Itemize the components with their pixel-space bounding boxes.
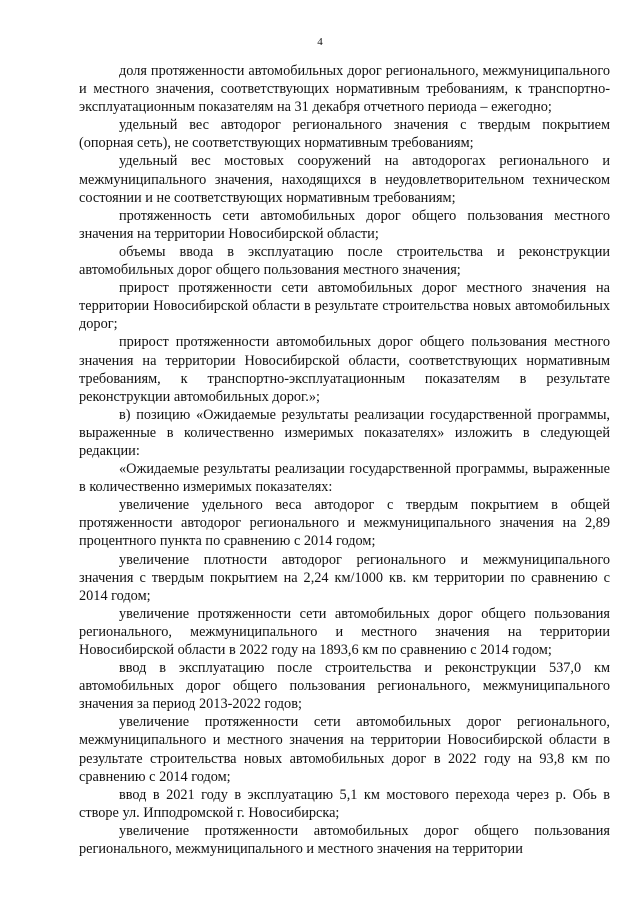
paragraph: удельный вес мостовых сооружений на автодорогах регионального и межмуниципального значения, находящихся в неудовлетворительном техническом состоянии и не соответствующих нормативным требованиям; [79,153,610,206]
paragraph: доля протяженности автомобильных дорог регионального, межмуниципального и местного значения, соответствующих нормативным требованиям, к транспортно-эксплуатационным показателям на 31 декабря отчетного периода – ежегодно; [79,63,610,116]
paragraph: ввод в 2021 году в эксплуатацию 5,1 км мостового перехода через р. Обь в створе ул. Ипподромской г. Новосибирска; [79,786,610,821]
paragraph: прирост протяженности сети автомобильных дорог местного значения на территории Новосибирской области в результате строительства новых автомобильных дорог; [79,280,610,333]
document-body [79,62,610,858]
paragraph: прирост протяженности автомобильных дорог общего пользования местного значения на территории Новосибирской области, соответствующих нормативным требованиям, к транспортно-эксплуатационным показателям в результате реконструкции автомобильных дорог.»; [79,334,610,405]
paragraph: увеличение удельного веса автодорог с твердым покрытием в общей протяженности автодорог регионального и межмуниципального значения на 2,89 процентного пункта по сравнению с 2014 годом; [79,497,610,550]
paragraph: ввод в эксплуатацию после строительства и реконструкции 537,0 км автомобильных дорог общего пользования регионального, межмуниципального значения за период 2013-2022 годов; [79,660,610,713]
paragraph: объемы ввода в эксплуатацию после строительства и реконструкции автомобильных дорог общего пользования местного значения; [79,243,610,279]
paragraph: в) позицию «Ожидаемые результаты реализации государственной программы, выраженные в количественно измеримых показателях» изложить в следующей редакции: [79,406,610,459]
paragraph: увеличение протяженности сети автомобильных дорог регионального, межмуниципального и местного значения на территории Новосибирской области в результате строительства новых автомобильных дорог в 2022 году на 93,8 км по сравнению с 2014 годом; [79,714,610,785]
paragraph: удельный вес автодорог регионального значения с твердым покрытием (опорная сеть), не соответствующих нормативным требованиям; [79,117,610,152]
paragraph: увеличение протяженности сети автомобильных дорог общего пользования регионального, межмуниципального и местного значения на территории Новосибирской области в 2022 году на 1893,6 км по сравнению с 2014 годом; [79,605,610,658]
paragraph: протяженность сети автомобильных дорог общего пользования местного значения на территории Новосибирской области; [79,207,610,242]
paragraph: увеличение протяженности автомобильных дорог общего пользования регионального, межмуниципального и местного значения на территории [79,822,610,858]
paragraph: «Ожидаемые результаты реализации государственной программы, выраженные в количественно измеримых показателях: [79,461,610,496]
page-number: 4 [317,36,323,48]
paragraph: увеличение плотности автодорог регионального и межмуниципального значения с твердым покрытием на 2,24 км/1000 кв. км территории по сравнению с 2014 годом; [79,551,610,604]
